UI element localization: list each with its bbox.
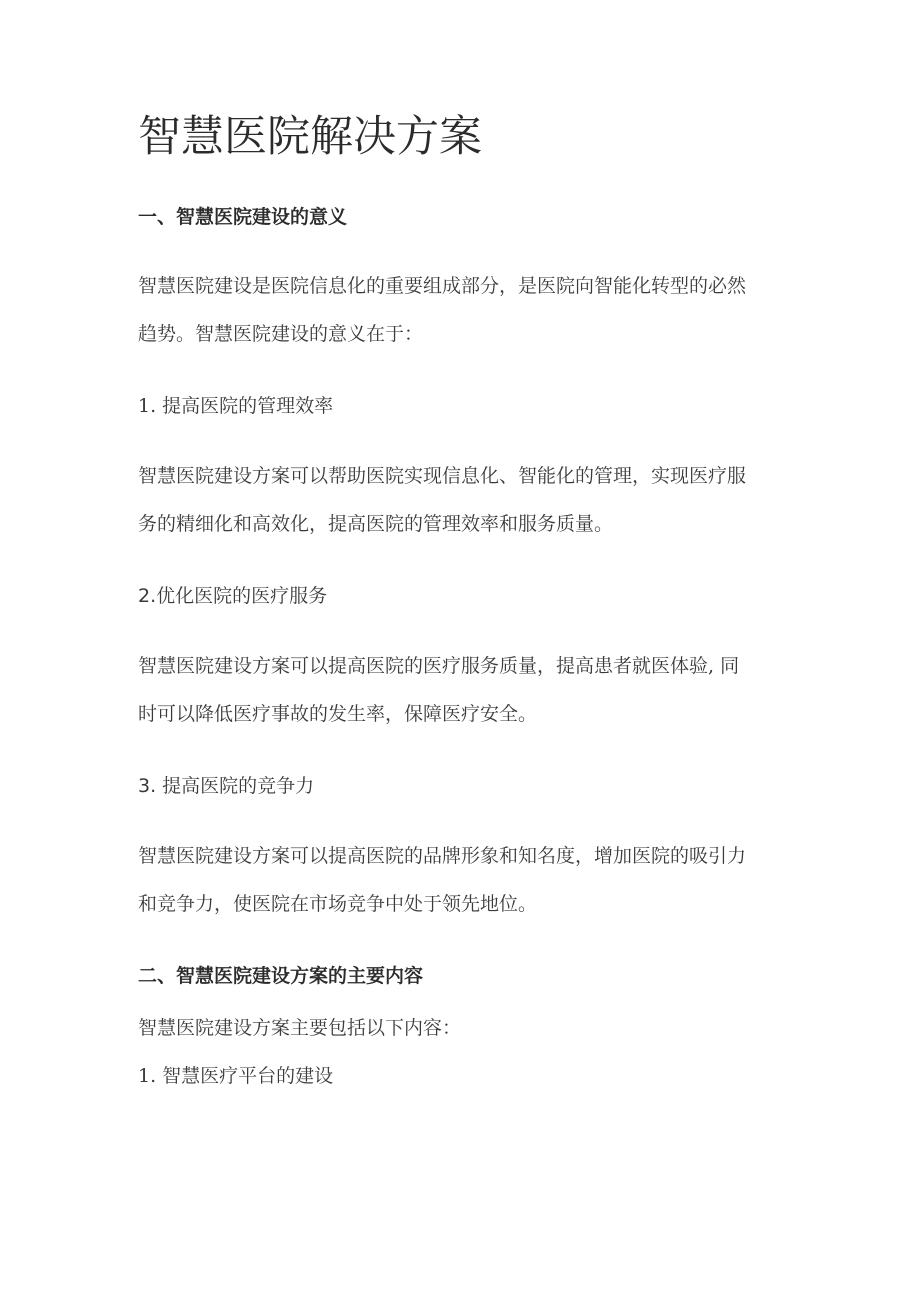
item-2-heading: 2.优化医院的医疗服务 (138, 585, 328, 607)
paragraph-line: 智慧医院建设方案可以帮助医院实现信息化、智能化的管理，实现医疗服 (138, 465, 747, 487)
section-2-heading: 二、智慧医院建设方案的主要内容 (138, 965, 424, 987)
paragraph-line: 智慧医院建设是医院信息化的重要组成部分，是医院向智能化转型的必然 (138, 275, 747, 297)
paragraph-line: 智慧医院建设方案可以提高医院的品牌形象和知名度，增加医院的吸引力 (138, 845, 747, 867)
section-1-heading: 一、智慧医院建设的意义 (138, 206, 348, 228)
item-1-heading: 1. 提高医院的管理效率 (138, 395, 334, 417)
item-3-heading: 3. 提高医院的竞争力 (138, 775, 315, 797)
section-1-intro-paragraph (138, 262, 788, 358)
paragraph-line: 和竞争力，使医院在市场竞争中处于领先地位。 (138, 893, 538, 915)
paragraph-line: 智慧医院建设方案可以提高医院的医疗服务质量，提高患者就医体验, 同 (138, 655, 740, 677)
item-3-paragraph (138, 832, 788, 928)
paragraph-line: 务的精细化和高效化，提高医院的管理效率和服务质量。 (138, 513, 614, 535)
item-2-paragraph (138, 642, 788, 738)
section-2-intro: 智慧医院建设方案主要包括以下内容： (138, 1017, 462, 1039)
page-title: 智慧医院解决方案 (138, 112, 482, 162)
paragraph-line: 趋势。智慧医院建设的意义在于： (138, 323, 424, 345)
item-1-paragraph (138, 452, 788, 548)
section-2-item-1-heading: 1. 智慧医疗平台的建设 (138, 1065, 334, 1087)
paragraph-line: 时可以降低医疗事故的发生率，保障医疗安全。 (138, 703, 538, 725)
